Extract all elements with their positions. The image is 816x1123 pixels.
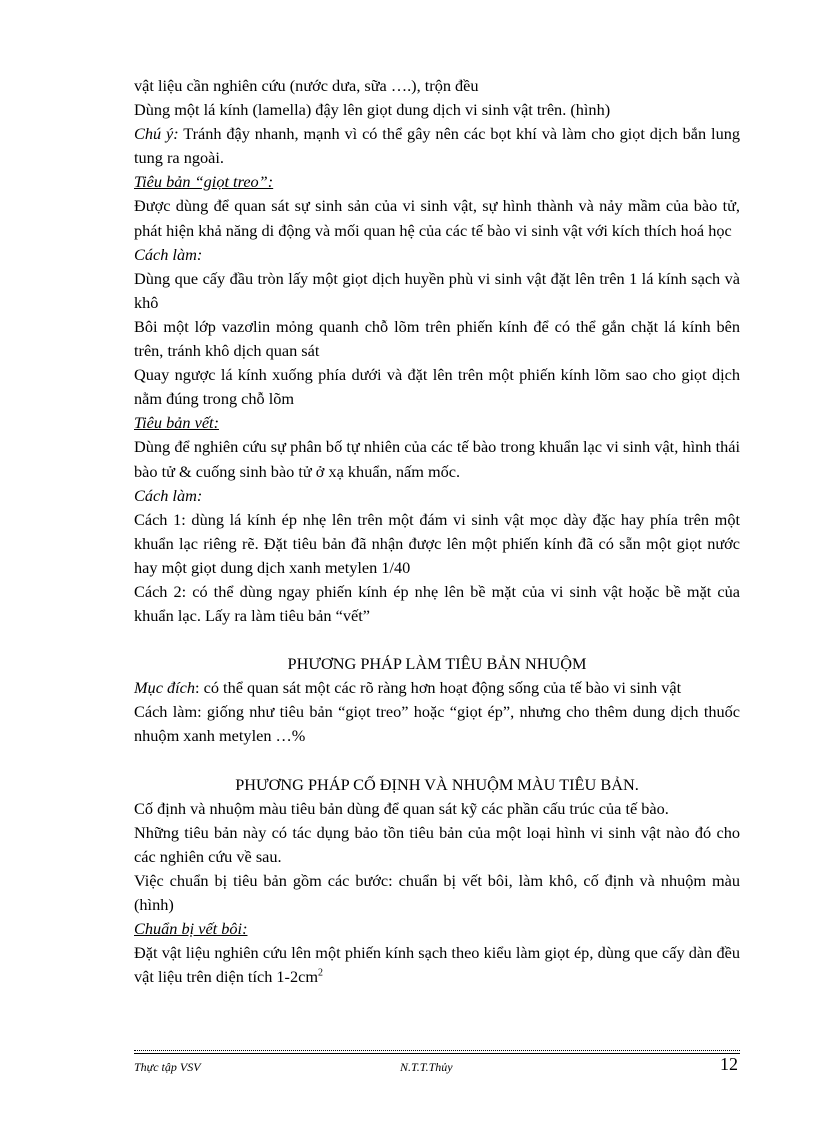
paragraph: Cách làm: giống như tiêu bản “giọt treo” hoặc “giọt ép”, nhưng cho thêm dung dịch thuốc nhuộm xanh metylen …% [134,702,740,746]
method-paragraph: Cách 2: có thể dùng ngay phiến kính ép nhẹ lên bề mặt của vi sinh vật hoặc bề mặt của khuẩn lạc. Lấy ra làm tiêu bản “vết” [134,581,740,626]
note-text: Tránh đậy nhanh, mạnh vì có thể gây nên các bọt khí và làm cho giọt dịch bắn lung tung ra ngoài. [134,124,740,168]
step-paragraph: Bôi một lớp vazơlin mỏng quanh chỗ lõm trên phiến kính để có thể gắn chặt lá kính bên trên, tránh khô dịch quan sát [134,316,740,361]
paragraph [134,941,740,989]
vet-boi-text: Đặt vật liệu nghiên cứu lên một phiến kính sạch theo kiểu làm giọt ép, dùng que cấy dàn đều vật liệu trên diện tích 1-2cm [134,943,740,987]
paragraph: Được dùng để quan sát sự sinh sản của vi sinh vật, sự hình thành và nảy mầm của bào tử, phát hiện khả năng di động và mối quan hệ của các tế bào vi sinh vật với kích thích hoá học [134,196,740,240]
paragraph: Những tiêu bản này có tác dụng bảo tồn tiêu bản của một loại hình vi sinh vật nào đó cho các nghiên cứu về sau. [134,822,740,866]
page-number: 12 [720,1054,738,1074]
paragraph: Cố định và nhuộm màu tiêu bản dùng để quan sát kỹ các phần cấu trúc của tế bào. [134,798,669,818]
superscript: 2 [318,967,324,979]
footer-author: N.T.T.Thủy [400,1060,453,1074]
purpose-paragraph [134,676,740,700]
step-paragraph: Dùng que cấy đầu tròn lấy một giọt dịch huyền phù vi sinh vật đặt lên trên 1 lá kính sạch và khô [134,268,740,312]
page-footer [134,1054,740,1078]
purpose-text: : có thể quan sát một các rõ ràng hơn hoạt động sống của tế bào vi sinh vật [195,678,682,698]
section-heading-vet-boi: Chuẩn bị vết bôi: [134,919,248,939]
paragraph: Việc chuẩn bị tiêu bản gồm các bước: chuẩn bị vết bôi, làm khô, cố định và nhuộm màu (hình) [134,870,740,914]
section-title-co-dinh: PHƯƠNG PHÁP CỐ ĐỊNH VÀ NHUỘM MÀU TIÊU BẢN. [235,774,639,794]
method-paragraph: Cách 1: dùng lá kính ép nhẹ lên trên một đám vi sinh vật mọc dày đặc hay phía trên một khuẩn lạc riêng rẽ. Đặt tiêu bản đã nhận được lên một phiến kính đã có sẵn một giọt nước hay một giọt dung dịch xanh metylen 1/40 [134,509,740,577]
subheading-cach-lam: Cách làm: [134,244,203,264]
section-title-nhuom: PHƯƠNG PHÁP LÀM TIÊU BẢN NHUỘM [287,654,587,674]
purpose-label: Mục đích [134,678,196,698]
paragraph: Dùng một lá kính (lamella) đậy lên giọt dung dịch vi sinh vật trên. (hình) [134,100,611,120]
document-body [134,74,740,989]
subheading-cach-lam: Cách làm: [134,485,203,505]
note-paragraph [134,122,740,170]
section-heading-giot-treo: Tiêu bản “giọt treo”: [134,172,274,192]
section-heading-vet: Tiêu bản vết: [134,413,220,433]
paragraph: Dùng để nghiên cứu sự phân bố tự nhiên của các tế bào trong khuẩn lạc vi sinh vật, hình thái bào tử & cuống sinh bào tử ở xạ khuẩn, nấm mốc. [134,437,740,481]
note-label: Chú ý: [134,124,179,144]
step-paragraph: Quay ngược lá kính xuống phía dưới và đặt lên trên một phiến kính lõm sao cho giọt dịch nằm đúng trong chỗ lõm [134,365,740,409]
footer-course-name: Thực tập VSV [134,1060,201,1074]
paragraph: vật liệu cần nghiên cứu (nước dưa, sữa ….), trộn đều [134,76,479,95]
